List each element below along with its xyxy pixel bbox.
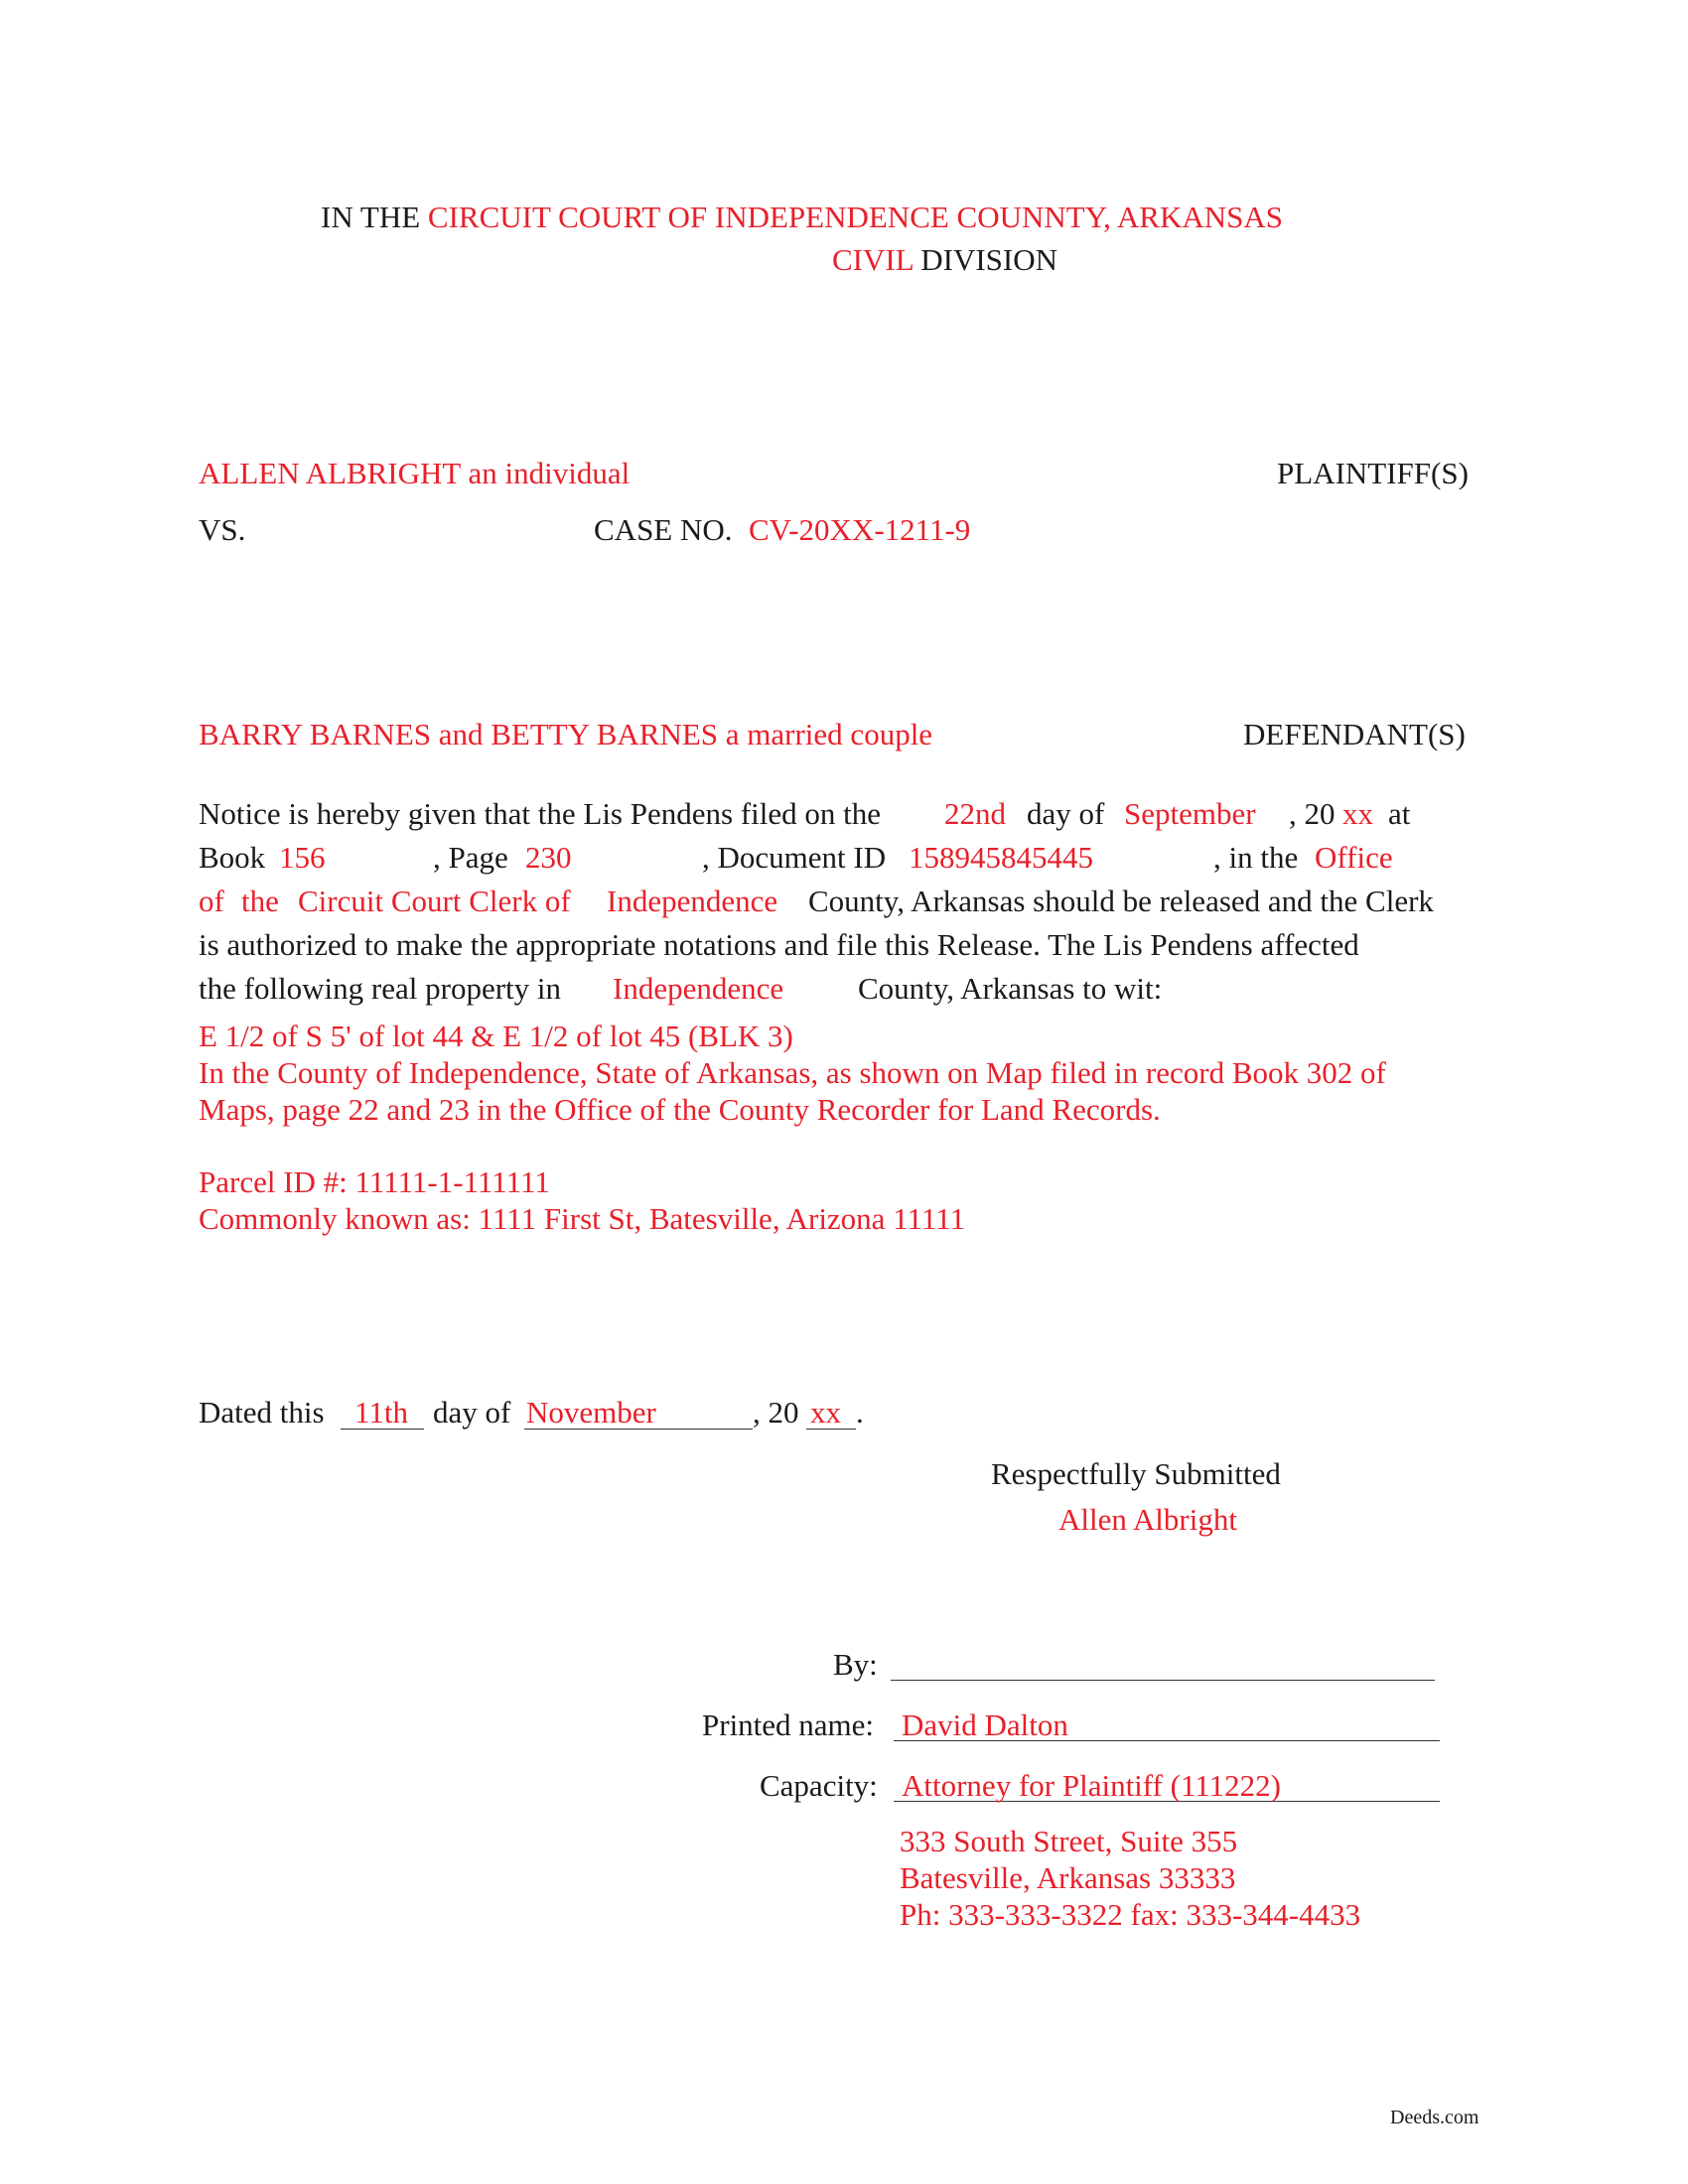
address-line-1: 333 South Street, Suite 355 bbox=[900, 1824, 1238, 1858]
notice-text-1d: at bbox=[1388, 796, 1411, 831]
vs-label: VS. bbox=[199, 512, 246, 547]
dated-label: Dated this bbox=[199, 1395, 325, 1430]
division-word: DIVISION bbox=[920, 242, 1058, 277]
address-line-2: Batesville, Arkansas 33333 bbox=[900, 1860, 1236, 1895]
the-word: the bbox=[241, 884, 279, 918]
phone-fax: Ph: 333-333-3322 fax: 333-344-4433 bbox=[900, 1897, 1361, 1932]
office-word: Office bbox=[1315, 840, 1393, 875]
caption-in-the: IN THE bbox=[321, 200, 421, 234]
docid-label: , Document ID bbox=[702, 840, 887, 875]
division-type: CIVIL bbox=[832, 242, 914, 277]
legal-line-3: Maps, page 22 and 23 in the Office of the County Recorder for Land Records. bbox=[199, 1092, 1161, 1127]
clerk-office: Circuit Court Clerk of bbox=[298, 884, 571, 918]
deeds-brand: Deeds.com bbox=[1390, 2107, 1479, 2128]
court-caption bbox=[321, 199, 1283, 235]
notice-text-4: is authorized to make the appropriate notations and file this Release. The Lis Pendens affected bbox=[199, 927, 1359, 962]
signature-line bbox=[891, 1680, 1435, 1681]
book-label: Book bbox=[199, 840, 266, 875]
dated-day-of: day of bbox=[433, 1395, 511, 1430]
notice-text-5b: County, Arkansas to wit: bbox=[858, 971, 1163, 1006]
notice-text-1c: , 20 bbox=[1289, 796, 1336, 831]
notice-text-3: County, Arkansas should be released and the Clerk bbox=[808, 884, 1434, 918]
notice-text-5a: the following real property in bbox=[199, 971, 562, 1006]
defendant-name: BARRY BARNES and BETTY BARNES a married couple bbox=[199, 717, 933, 751]
notice-text-1a: Notice is hereby given that the Lis Pendens filed on the bbox=[199, 796, 881, 831]
legal-line-2: In the County of Independence, State of Arkansas, as shown on Map filed in record Book 302 of bbox=[199, 1055, 1386, 1090]
dated-day: 11th bbox=[354, 1395, 408, 1430]
page-number: 230 bbox=[525, 840, 572, 875]
case-number: CV-20XX-1211-9 bbox=[749, 512, 971, 547]
clerk-county: Independence bbox=[607, 884, 778, 918]
by-label: By: bbox=[833, 1647, 878, 1682]
dated-year: xx bbox=[810, 1395, 841, 1430]
capacity: Attorney for Plaintiff (111222) bbox=[902, 1768, 1281, 1803]
printed-name-label: Printed name: bbox=[702, 1707, 875, 1742]
in-the-label: , in the bbox=[1213, 840, 1299, 875]
book-number: 156 bbox=[279, 840, 326, 875]
respectfully-submitted: Respectfully Submitted bbox=[991, 1456, 1281, 1491]
of-word: of bbox=[199, 884, 224, 918]
lis-pendens-month: September bbox=[1124, 796, 1256, 831]
plaintiff-label: PLAINTIFF(S) bbox=[1277, 456, 1469, 490]
court-name: CIRCUIT COURT OF INDEPENDENCE COUNNTY, ARKANSAS bbox=[427, 200, 1283, 234]
division-line bbox=[832, 241, 1057, 278]
plaintiff-name: ALLEN ALBRIGHT an individual bbox=[199, 456, 631, 490]
commonly-known-as: Commonly known as: 1111 First St, Batesville, Arizona 11111 bbox=[199, 1201, 966, 1236]
dated-month: November bbox=[526, 1395, 656, 1430]
printed-name: David Dalton bbox=[902, 1707, 1068, 1742]
document-id: 158945845445 bbox=[909, 840, 1093, 875]
lis-pendens-year: xx bbox=[1342, 796, 1373, 831]
legal-line-1: E 1/2 of S 5' of lot 44 & E 1/2 of lot 45 (BLK 3) bbox=[199, 1019, 793, 1053]
defendant-label: DEFENDANT(S) bbox=[1243, 717, 1466, 751]
dated-period: . bbox=[856, 1395, 864, 1430]
notice-text-1b: day of bbox=[1027, 796, 1105, 831]
property-county: Independence bbox=[613, 971, 784, 1006]
parcel-id: Parcel ID #: 11111-1-111111 bbox=[199, 1164, 550, 1199]
lis-pendens-day: 22nd bbox=[944, 796, 1006, 831]
capacity-label: Capacity: bbox=[760, 1768, 878, 1803]
page-label: , Page bbox=[433, 840, 508, 875]
dated-comma-20: , 20 bbox=[753, 1395, 799, 1430]
case-no-label: CASE NO. bbox=[594, 512, 733, 547]
submitter-name: Allen Albright bbox=[1058, 1502, 1237, 1537]
